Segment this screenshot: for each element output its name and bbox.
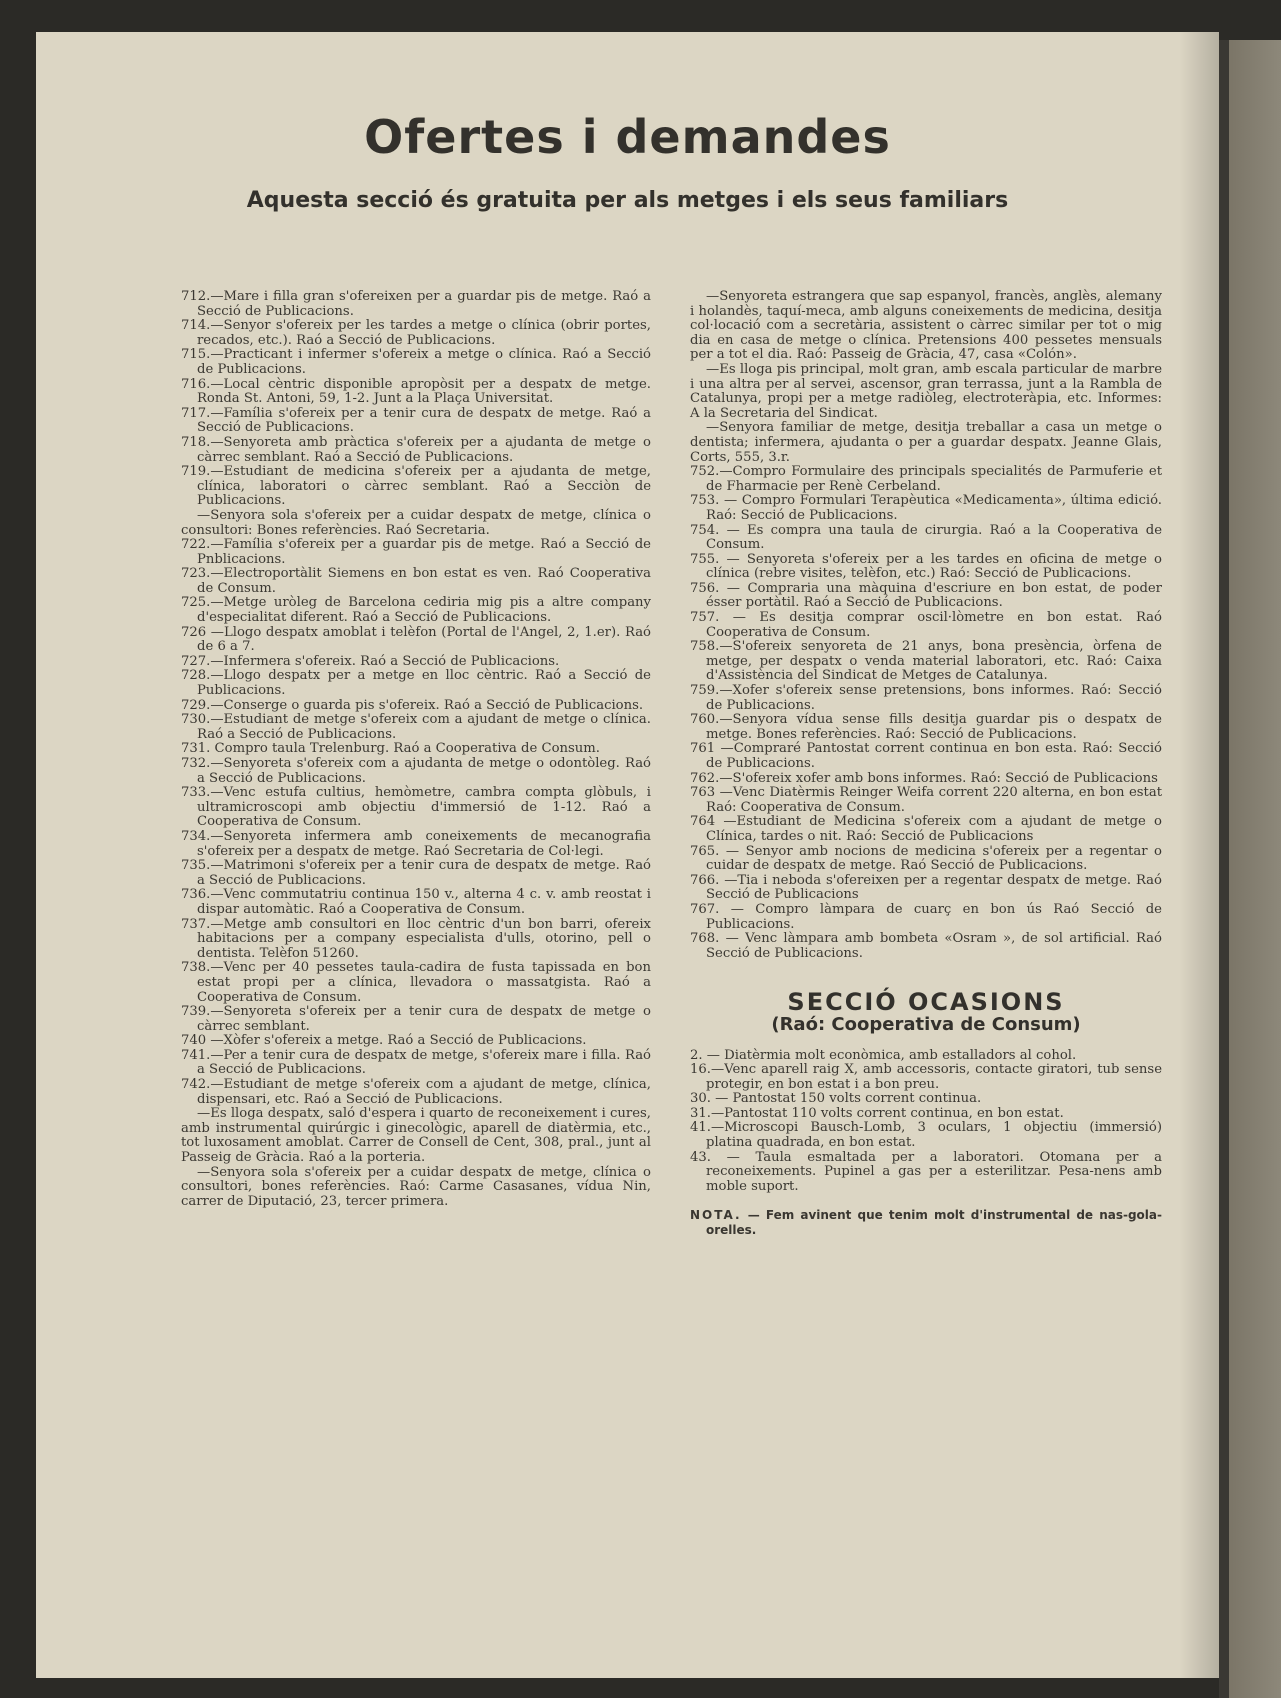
listing-item: 728.—Llogo despatx per a metge en lloc cèntric. Raó a Secció de Publicacions. (181, 668, 651, 699)
listing-item: 731. Compro taula Trelenburg. Raó a Cooperativa de Consum. (181, 741, 600, 757)
listing-item: 737.—Metge amb consultori en lloc cèntric d'un bon barri, ofereix habitacions per a company especialista d'ulls, otorino, pell o dentista. Telèfon 51260. (181, 916, 651, 961)
listing-item: 718.—Senyoreta amb pràctica s'ofereix per a ajudanta de metge o càrrec semblant. Raó a Secció de Publicacions. (181, 434, 651, 465)
listing-item: 2. — Diatèrmia molt econòmica, amb estalladors al cohol. (690, 1047, 1077, 1063)
listing-item: 732.—Senyoreta s'ofereix com a ajudanta de metge o odontòleg. Raó a Secció de Publicacions. (181, 756, 651, 786)
listing-item: 715.—Practicant i infermer s'ofereix a metge o clínica. Raó a Secció de Publicacions. (181, 347, 651, 377)
listing-item: 741.—Per a tenir cura de despatx de metge, s'ofereix mare i filla. Raó a Secció de Publicacions. (181, 1047, 651, 1078)
listing-item: 712.—Mare i filla gran s'ofereixen per a guardar pis de metge. Raó a Secció de Publicacions. (181, 289, 651, 319)
listing-item: 763 —Venc Diatèrmis Reinger Weifa corrent 220 alterna, en bon estat Raó: Cooperativa de Consum. (690, 785, 1162, 815)
left-column (181, 290, 651, 1209)
listing-item: 723.—Electroportàlit Siemens en bon estat es ven. Raó Cooperativa de Consum. (181, 566, 651, 596)
listing-item: 767. — Compro làmpara de cuarç en bon ús Raó Secció de Publicacions. (690, 901, 1162, 932)
listing-item: 735.—Matrimoni s'ofereix per a tenir cura de despatx de metge. Raó a Secció de Publicacions. (181, 858, 651, 888)
listing-item: 757. — Es desitja comprar oscil·lòmetre en bon estat. Raó Cooperativa de Consum. (690, 610, 1162, 640)
listing-item: 30. — Pantostat 150 volts corrent continua. (690, 1091, 982, 1107)
listing-item: 717.—Família s'ofereix per a tenir cura de despatx de metge. Raó a Secció de Publicacions. (181, 405, 651, 436)
book-spine-edge (1219, 40, 1281, 1698)
listing-item: 753. — Compro Formulari Terapèutica «Medicamenta», última edició. Raó: Secció de Publicacions. (690, 493, 1162, 523)
listing-item: 755. — Senyoreta s'ofereix per a les tardes en oficina de metge o clínica (rebre visites, telèfon, etc.) Raó: Secció de Publicacions. (690, 551, 1162, 582)
listing-item: 758.—S'ofereix senyoreta de 21 anys, bona presència, òrfena de metge, per despatx o venda material laboratori, etc. Raó: Caixa d'Assistència del Sindicat de Metges de Catalunya. (690, 639, 1162, 684)
listing-item: 719.—Estudiant de medicina s'ofereix per a ajudanta de metge, clínica, laboratori o càrrec semblant. Raó a Secciòn de Publicacions. (181, 464, 651, 509)
listing-item: —Senyora familiar de metge, desitja treballar a casa un metge o dentista; infermera, ajudanta o per a guardar despatx. Jeanne Glais, Corts, 555, 3.r. (690, 420, 1162, 465)
listing-item: 31.—Pantostat 110 volts corrent continua, en bon estat. (690, 1105, 1064, 1121)
listing-item: 41.—Microscopi Bausch-Lomb, 3 oculars, 1 objectiu (immersió) platina quadrada, en bon estat. (690, 1120, 1162, 1151)
listing-item: —Senyora sola s'ofereix per a cuidar despatx de metge, clínica o consultori, bones referències. Raó: Carme Casasanes, vídua Nin, carrer de Diputació, 23, tercer primera. (181, 1164, 651, 1209)
listing-item: 726 —Llogo despatx amoblat i telèfon (Portal de l'Angel, 2, 1.er). Raó de 6 a 7. (181, 624, 651, 655)
listing-item: 727.—Infermera s'ofereix. Raó a Secció de Publicacions. (181, 653, 560, 669)
section-subtitle: (Raó: Cooperativa de Consum) (771, 1013, 1081, 1035)
listing-item: 761 —Compraré Pantostat corrent continua en bon esta. Raó: Secció de Publicacions. (690, 741, 1162, 771)
listing-item: 742.—Estudiant de metge s'ofereix com a ajudant de metge, clínica, dispensari, etc. Raó a Secció de Publicacions. (181, 1077, 651, 1107)
listing-item: 768. — Venc làmpara amb bombeta «Osram », de sol artificial. Raó Secció de Publicacions. (690, 931, 1162, 961)
nota-label: NOTA. (690, 1208, 742, 1223)
listing-item: 714.—Senyor s'ofereix per les tardes a metge o clínica (obrir portes, recados, etc.). Raó a Secció de Publicacions. (181, 318, 651, 348)
listing-item: 43. — Taula esmaltada per a laboratori. Otomana per a reconeixements. Pupinel a gas per a esterilitzar. Pesa-nens amb moble suport. (690, 1149, 1162, 1194)
listing-item: 764 —Estudiant de Medicina s'ofereix com a ajudant de metge o Clínica, tardes o nit. Raó: Secció de Publicacions (690, 814, 1162, 844)
listing-item: 756. — Compraria una màquina d'escriure en bon estat, de poder ésser portàtil. Raó a Secció de Publicacions. (690, 580, 1162, 611)
listing-item: 765. — Senyor amb nocions de medicina s'ofereix per a regentar o cuidar de despatx de metge. Raó Secció de Publicacions. (690, 843, 1162, 874)
listing-item: 738.—Venc per 40 pessetes taula-cadira de fusta tapissada en bon estat propi per a clínica, llevadora o massatgista. Raó a Cooperativa de Consum. (181, 960, 651, 1005)
listing-item: —Senyoreta estrangera que sap espanyol, francès, anglès, alemany i holandès, taquí-meca, amb alguns coneixements de medicina, desitja col·locació com a secretària, assistent o càrrec similar per tot o mig dia en casa de metge o clínica. Pretensions 400 pessetes mensuals per a tot el dia. Raó: Passeig de Gràcia, 47, casa «Colón». (690, 289, 1162, 363)
listing-item: 760.—Senyora vídua sense fills desitja guardar pis o despatx de metge. Bones referències. Raó: Secció de Publicacions. (690, 712, 1162, 742)
listing-item: 739.—Senyoreta s'ofereix per a tenir cura de despatx de metge o càrrec semblant. (181, 1004, 651, 1034)
listing-item: 725.—Metge uròleg de Barcelona cediria mig pis a altre company d'especialitat diferent. Raó a Secció de Publicacions. (181, 595, 651, 626)
listing-item: 729.—Conserge o guarda pis s'ofereix. Raó a Secció de Publicacions. (181, 697, 644, 713)
listing-item: 766. —Tia i neboda s'ofereixen per a regentar despatx de metge. Raó Secció de Publicacions (690, 872, 1162, 903)
listing-item: 762.—S'ofereix xofer amb bons informes. Raó: Secció de Publicacions (690, 770, 1158, 786)
listing-item: —Es lloga pis principal, molt gran, amb escala particular de marbre i una altra per al servei, ascensor, gran terrassa, junt a la Rambla de Catalunya, propi per a metge radiòleg, electroteràpia, etc. Informes: A la Secretaria del Sindicat. (690, 361, 1162, 421)
page-title: Ofertes i demandes (364, 110, 891, 164)
page-subtitle: Aquesta secció és gratuita per als metges i els seus familiars (246, 188, 1009, 213)
nota-text: — Fem avinent que tenim molt d'instrumental de nas-gola-orelles. (706, 1208, 1162, 1238)
listing-item: 733.—Venc estufa cultius, hemòmetre, cambra compta glòbuls, i ultramicroscopi amb objectiu d'immersió de 1-12. Raó a Cooperativa de Consum. (181, 785, 651, 830)
listing-item: —Senyora sola s'ofereix per a cuidar despatx de metge, clínica o consultori: Bones referències. Raó Secretaria. (181, 507, 651, 538)
section-listings (690, 1049, 1162, 1195)
listing-item: 716.—Local cèntric disponible apropòsit per a despatx de metge. Ronda St. Antoni, 59, 1-2. Junt a la Plaça Universitat. (181, 376, 651, 407)
section-title: SECCIÓ OCASIONS (787, 988, 1065, 1017)
right-column (690, 290, 1162, 1238)
magazine-page (36, 32, 1219, 1678)
listing-item: 734.—Senyoreta infermera amb coneixements de mecanografia s'ofereix per a despatx de metge. Raó Secretaria de Col·legi. (181, 828, 651, 859)
listing-item: —Es lloga despatx, saló d'espera i quarto de reconeixement i cures, amb instrumental quirúrgic i ginecològic, aparell de diatèrmia, etc., tot luxosament amoblat. Carrer de Consell de Cent, 308, pral., junt al Passeig de Gràcia. Raó a la porteria. (181, 1106, 651, 1166)
listing-item: 740 —Xòfer s'ofereix a metge. Raó a Secció de Publicacions. (181, 1033, 587, 1049)
listing-item: 754. — Es compra una taula de cirurgia. Raó a la Cooperativa de Consum. (690, 522, 1162, 553)
listing-item: 730.—Estudiant de metge s'ofereix com a ajudant de metge o clínica. Raó a Secció de Publicacions. (181, 712, 651, 742)
listing-item: 736.—Venc commutatriu continua 150 v., alterna 4 c. v. amb reostat i dispar automàtic. Raó a Cooperativa de Consum. (181, 887, 651, 917)
right-listings (690, 290, 1162, 961)
listing-item: 16.—Venc aparell raig X, amb accessoris, contacte giratori, tub sense protegir, en bon estat i a bon preu. (690, 1062, 1162, 1092)
nota (690, 1208, 1162, 1238)
listing-item: 752.—Compro Formulaire des principals specialités de Parmuferie et de Fharmacie per Renè Cerbeland. (690, 464, 1162, 494)
listing-item: 759.—Xofer s'ofereix sense pretensions, bons informes. Raó: Secció de Publicacions. (690, 683, 1162, 713)
listing-item: 722.—Família s'ofereix per a guardar pis de metge. Raó a Secció de Pnblicacions. (181, 537, 651, 567)
adjacent-page-edge (1229, 40, 1281, 1698)
